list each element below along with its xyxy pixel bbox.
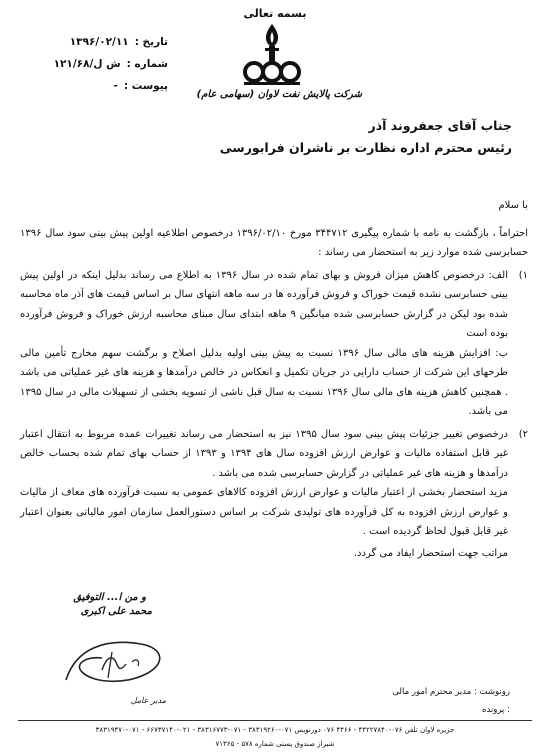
addressee-name: جناب آقای جعفروند آذر [368,118,512,133]
item-1-a-text: الف: درخصوص کاهش میزان فروش و بهای تمام شده در سال ۱۳۹۶ به اطلاع می رساند بدلیل اینکه در اولین پیش بینی حسابرسی نشده قیمت خوراک و فروش فرآورده ها در سه ماهه انتهای سال بر اساس قیمت های آذر ماه محاسبه شده بود لیکن در گزارش حسابرسی شده میانگین ۹ ماهه ابتدای سال مبنای محاسبه ارزش خوراک و فروش فرآورده بوده است [20,269,508,339]
item-2-text: درخصوص تغییر جزئیات پیش بینی سود سال ۱۳۹۵ نیز به استحضار می رساند تغییرات عمده مربوط به انتقال اعتبار غیر قابل استفاده مالیات و عوارض ارزش افزوده سال های ۱۳۹۴ و ۱۳۹۳ از حساب بهای تمام شده بحساب خالص درآمدها و هزینه های غیر عملیاتی در گزارش حسابرسی شده می باشد . [20,428,509,479]
item-2-number: ۲) [518,428,528,440]
letter-body [20,196,528,563]
date-row [18,36,168,58]
number-label: شماره : [126,58,168,70]
letter-meta [18,36,168,102]
cc-line-2: : پرونده [481,705,510,715]
date-value: ۱۳۹۶/۰۲/۱۱ [69,36,129,48]
footer-address-line: شیراز صندوق پستی شماره ۵۷۸ - ۷۱۳۶۵ [215,740,335,748]
company-logo-icon [240,22,304,88]
addressee-block [220,118,512,162]
closing-line: مراتب جهت استحضار ایفاد می گردد. [353,547,508,559]
intro-paragraph: احتراماً ، بازگشت به نامه با شماره پیگیری ۳۴۴۷۱۲ مورخ ۱۳۹۶/۰۲/۱۰ درخصوص اطلاعیه اولین پیش بینی سود سال ۱۳۹۶ حسابرسی شده موارد زیر به استحضار می رساند : [20,227,528,258]
company-name: شرکت پالایش نفت لاوان (سهامی عام) [196,89,362,100]
number-value: ش ل/۱۲۱/۶۸ [53,58,121,70]
basmala-heading: بسمه تعالی [243,7,307,20]
signature-line-1: و من ا... التوفیق [73,592,146,603]
signatory-title: مدیر عامل [130,696,166,705]
signature-block [46,592,176,712]
letter-footer [18,723,532,751]
signatory-name: محمد علی اکبری [80,606,152,617]
cc-line-1: رونوشت : مدیر محترم امور مالی [392,687,510,697]
attachment-label: پیوست : [123,80,168,92]
attachment-value: - [113,80,118,92]
item-2-extra: مزید استحضار بخشی از اعتبار مالیات و عوارض ارزش افزوده کالاهای عمومی به نسبت فرآورده های معاف از مالیات و عوارض ارزش افزوده به کل فرآورده های تولیدی شرکت بر اساس دستورالعمل سازمان امور مالیاتی بعنوان اعتبار غیر قابل قبول لحاظ گردیده است . [20,487,508,537]
item-1-part-a [20,266,528,344]
carbon-copy-block [392,683,510,719]
item-2 [20,425,528,484]
footer-contact-line: جزیره لاوان تلفن ۰۷۶-۴۴۲۲۷۸۴۰ - ۴۴۶۶ ۰۷۶ دورنویس ۰۷۱-۳۸۳۱۹۲۶۰ - ۰۷۱-۳۸۳۱۶۷۷۳ - ۰۲۱-۶۶۷۳۷۱۴۰ - ۰۷۱-۳۸۳۱۹۴۷۰ [95,726,455,734]
addressee-title: رئیس محترم اداره نظارت بر ناشران فرابورسی [219,140,512,155]
date-label: تاریخ : [134,36,168,48]
attachment-row [18,80,168,102]
greeting: با سلام [498,200,528,211]
item-1-number: ۱) [518,269,528,281]
number-row [18,58,168,80]
item-1-part-b: ب: افزایش هزینه های مالی سال ۱۳۹۶ نسبت به پیش بینی اولیه بدلیل اصلاح و برگشت سهم مخارج تأمین مالی طرحهای این شرکت از حساب دارایی در جریان تکمیل و انعکاس در خالص درآمدها و هزینه های غیر عملیاتی می باشد . همچنین کاهش هزینه های مالی سال ۱۳۹۶ نسبت به سال قبل ناشی از تسویه بخشی از تسهیلات مالی در سال ۱۳۹۵ می باشد. [20,347,508,417]
handwritten-signature-icon [46,618,176,698]
footer-divider [18,720,532,721]
